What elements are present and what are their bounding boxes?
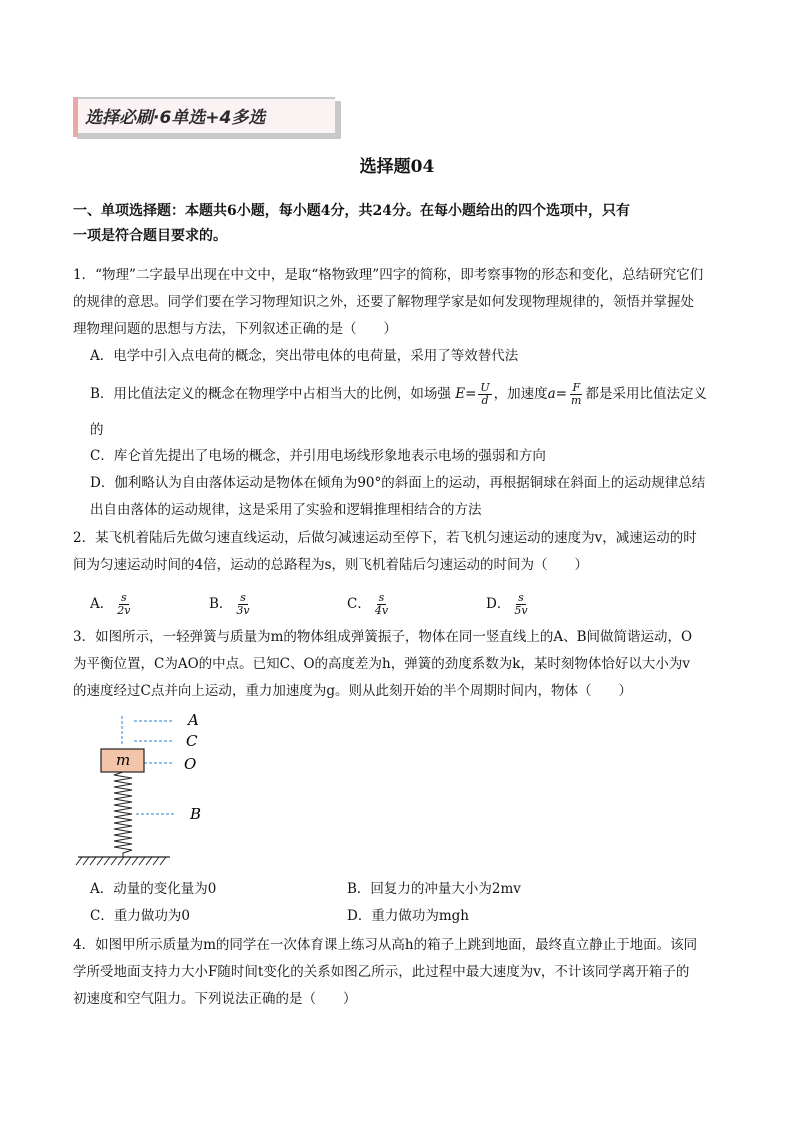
spring bbox=[114, 772, 132, 857]
fraction-denominator: d bbox=[481, 394, 489, 407]
fraction-numerator: s bbox=[518, 591, 524, 604]
q3-option-d: D．重力做功为mgh bbox=[347, 908, 469, 924]
q2-option-d bbox=[486, 592, 532, 617]
fraction-denominator: 5v bbox=[514, 604, 528, 617]
q1-option-b: B．用比值法定义的概念在物理学中占相当大的比例，如场强 E= $\frac{U}{d}$ ，加速度a= $\frac{F}{m}$ 都是采用比值法定义 bbox=[90, 381, 707, 407]
option-label: B． bbox=[209, 596, 233, 612]
q4-stem-line2: 学所受地面支持力大小F随时间t变化的关系如图乙所示，此过程中最大速度为v，不计该同学离开箱子的 bbox=[73, 964, 690, 980]
label-a: A bbox=[188, 711, 199, 729]
q1-fraction-u-over-d bbox=[478, 382, 491, 407]
q1-option-d-line2: 出自由落体的运动规律，这是采用了实验和逻辑推理相结合的方法 bbox=[90, 502, 482, 518]
q3-stem-line1: 3．如图所示，一轻弹簧与质量为m的物体组成弹簧振子，物体在同一竖直线上的A、B间做简谐运动，O bbox=[73, 629, 693, 645]
q1-option-d-line1: D．伽利略认为自由落体运动是物体在倾角为90°的斜面上的运动，再根据铜球在斜面上的运动规律总结 bbox=[90, 475, 706, 491]
q4-stem-line1: 4．如图甲所示质量为m的同学在一次体育课上练习从高h的箱子上跳到地面，最终直立静止于地面。该同 bbox=[73, 937, 698, 953]
q1-symbol-e: E bbox=[455, 386, 466, 402]
label-c: C bbox=[186, 732, 198, 750]
page-title: 选择题04 bbox=[359, 157, 435, 177]
q3-option-b: B．回复力的冲量大小为2mv bbox=[347, 881, 521, 897]
fraction-numerator: s bbox=[378, 591, 385, 604]
q1-fraction-f-over-m bbox=[569, 382, 583, 407]
option-label: D． bbox=[486, 596, 511, 612]
q1-option-c: C．库仑首先提出了电场的概念，并引用电场线形象地表示电场的强弱和方向 bbox=[90, 448, 546, 464]
q1-stem-line1: 1．“物理”二字最早出现在中文中，是取“格物致理”四字的简称，即考察事物的形态和变化，总结研究它们 bbox=[73, 267, 704, 283]
option-label: C． bbox=[347, 596, 371, 612]
banner-accent-bar bbox=[73, 97, 78, 137]
section-instruction-line1: 一、单项选择题：本题共6小题，每小题4分，共24分。在每小题给出的四个选项中，只有 bbox=[73, 203, 630, 219]
section-banner bbox=[73, 97, 339, 137]
fraction-denominator: m bbox=[571, 394, 582, 407]
q3-option-c: C．重力做功为0 bbox=[90, 908, 190, 924]
q3-stem-line2: 为平衡位置，C为AO的中点。已知C、O的高度差为h，弹簧的劲度系数为k，某时刻物体恰好以大小为v bbox=[73, 656, 691, 672]
q2-option-c-fraction bbox=[373, 592, 390, 617]
fraction-denominator: 2v bbox=[117, 604, 131, 617]
section-instruction-line2: 一项是符合题目要求的。 bbox=[73, 228, 227, 244]
fraction-numerator: s bbox=[240, 591, 246, 604]
fraction-numerator: F bbox=[572, 381, 581, 394]
q2-option-a-fraction bbox=[115, 592, 132, 617]
q1-option-b-post: 都是采用比值法定义 bbox=[585, 386, 707, 402]
q2-option-a bbox=[90, 592, 134, 617]
q2-option-b-fraction bbox=[234, 592, 251, 617]
fraction-denominator: 4v bbox=[374, 604, 389, 617]
spring-oscillator-figure bbox=[70, 708, 220, 868]
fraction-numerator: s bbox=[121, 591, 127, 604]
q1-option-b-mid: ，加速度 bbox=[493, 386, 548, 402]
ground-hatching bbox=[76, 857, 166, 865]
q2-stem-line1: 2．某飞机着陆后先做匀速直线运动，后做匀减速运动至停下，若飞机匀速运动的速度为v，减速运动的时 bbox=[73, 530, 697, 546]
q2-option-b bbox=[209, 592, 254, 617]
q2-stem-line2: 间为匀速运动时间的4倍，运动的总路程为s，则飞机着陆后匀速运动的时间为（ ） bbox=[73, 557, 589, 573]
label-o: O bbox=[184, 755, 197, 773]
q1-stem-line3: 理物理问题的思想与方法，下列叙述正确的是（ ） bbox=[73, 321, 397, 337]
q1-option-b-continued: 的 bbox=[90, 422, 104, 438]
q2-option-c bbox=[347, 592, 392, 617]
fraction-denominator: 3v bbox=[236, 604, 250, 617]
mass-label: m bbox=[116, 751, 131, 769]
q3-option-a: A．动量的变化量为0 bbox=[90, 881, 217, 897]
q1-symbol-a: a bbox=[547, 386, 556, 402]
q3-stem-line3: 的速度经过C点并向上运动，重力加速度为g。则从此刻开始的半个周期时间内，物体（ ） bbox=[73, 683, 632, 699]
option-label: A． bbox=[90, 596, 114, 612]
fraction-numerator: U bbox=[480, 381, 490, 394]
banner-label: 选择必刷·6单选+4多选 bbox=[85, 108, 266, 128]
q1-stem-line2: 的规律的意思。同学们要在学习物理知识之外，还要了解物理学家是如何发现物理规律的，领悟并掌握处 bbox=[73, 294, 694, 310]
q4-stem-line3: 初速度和空气阻力。下列说法正确的是（ ） bbox=[73, 991, 357, 1007]
q1-option-a: A．电学中引入点电荷的概念，突出带电体的电荷量，采用了等效替代法 bbox=[90, 348, 519, 364]
q2-option-d-fraction bbox=[512, 592, 529, 617]
q1-option-b-text: B．用比值法定义的概念在物理学中占相当大的比例，如场强 bbox=[90, 386, 451, 402]
label-b: B bbox=[190, 805, 202, 823]
